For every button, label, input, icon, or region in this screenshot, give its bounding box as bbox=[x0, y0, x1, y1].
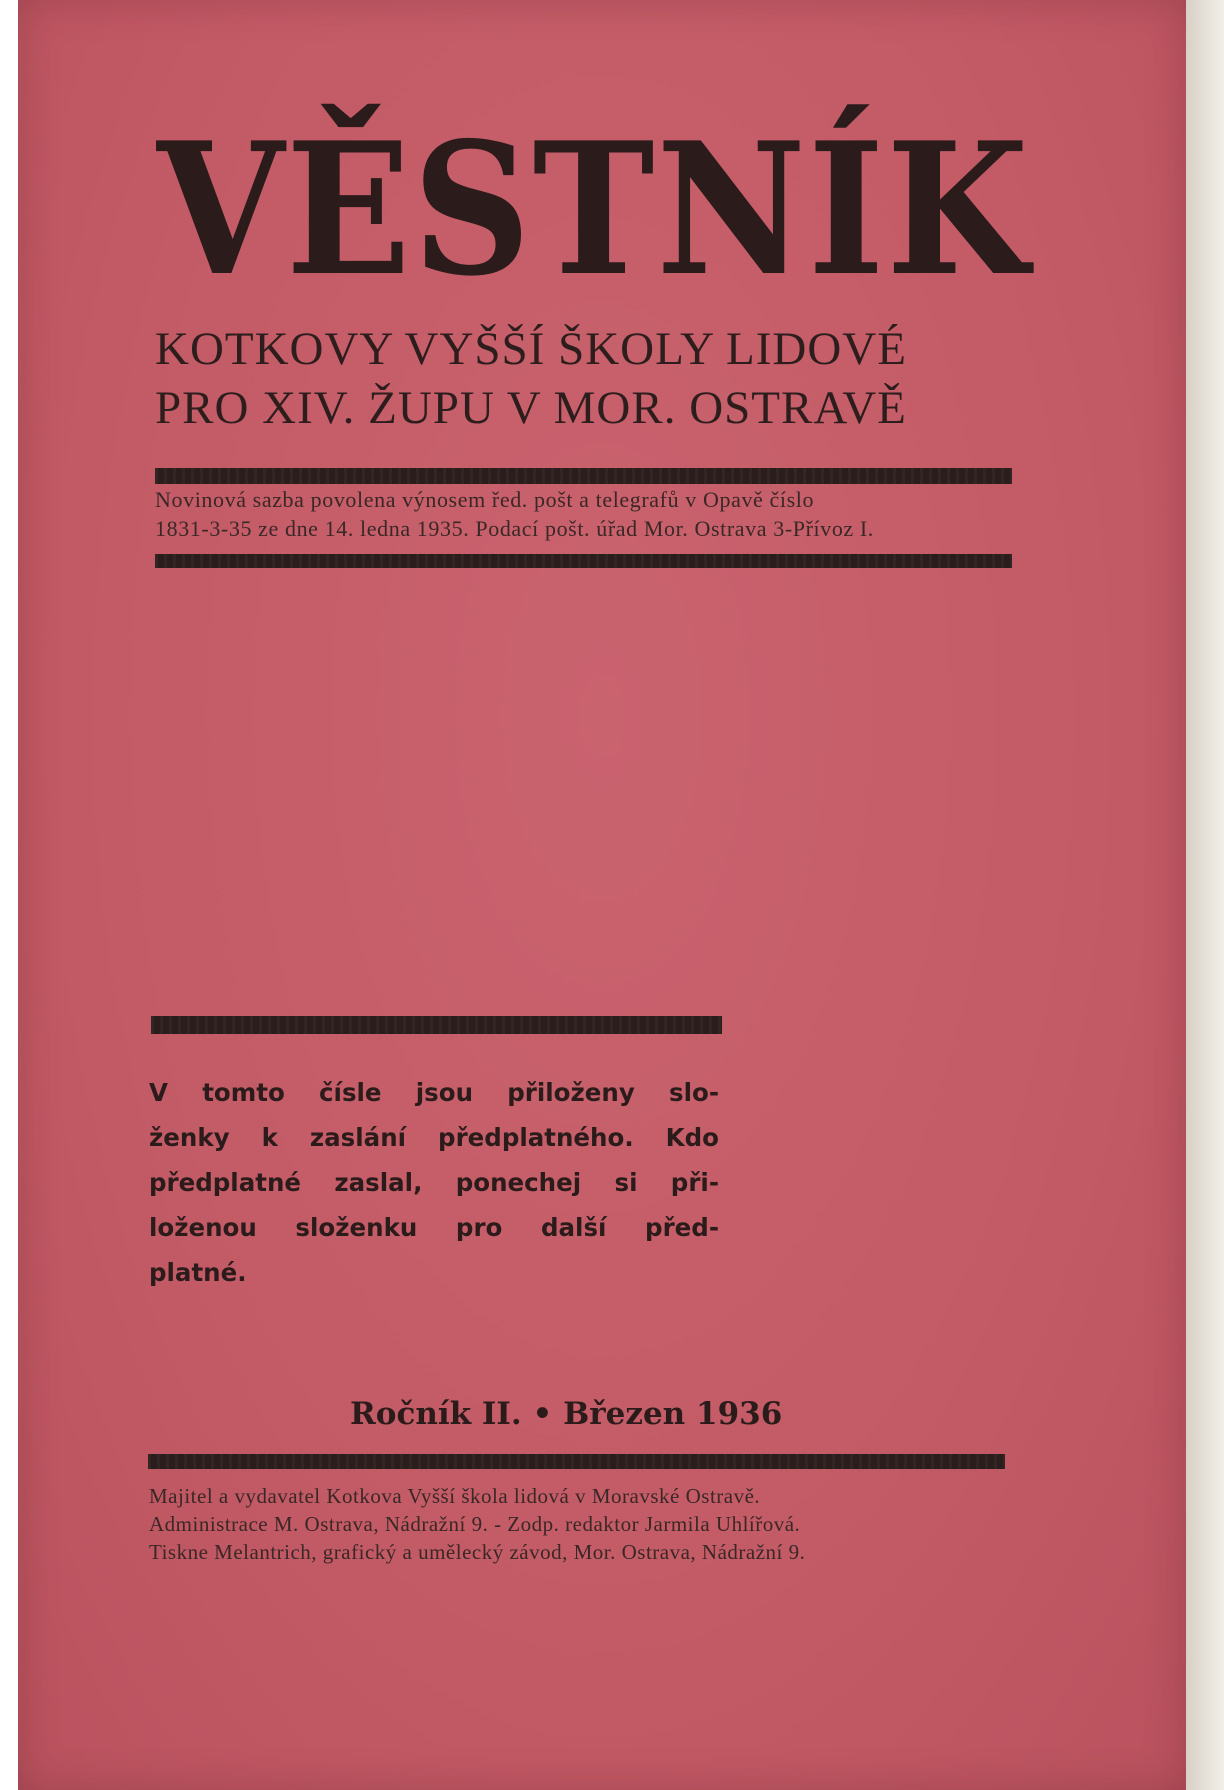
notice-line: V tomto čísle jsou přiloženy slo- bbox=[149, 1078, 719, 1107]
divider-rule-top bbox=[155, 468, 1012, 484]
issue-info: Ročník II. • Březen 1936 bbox=[350, 1396, 783, 1432]
masthead-subtitle-line2: PRO XIV. ŽUPU V MOR. OSTRAVĚ bbox=[155, 382, 907, 434]
imprint-line2: Administrace M. Ostrava, Nádražní 9. - Zodp. redaktor Jarmila Uhlířová. bbox=[149, 1512, 801, 1536]
notice-line: předplatné zaslal, ponechej si při- bbox=[149, 1168, 719, 1197]
notice-line: loženou složenku pro další před- bbox=[149, 1213, 719, 1242]
imprint-line1: Majitel a vydavatel Kotkova Vyšší škola lidová v Moravské Ostravě. bbox=[149, 1484, 761, 1508]
divider-rule-notice bbox=[151, 1016, 722, 1034]
postal-notice-line2: 1831-3-35 ze dne 14. ledna 1935. Podací pošt. úřad Mor. Ostrava 3-Přívoz I. bbox=[155, 516, 874, 541]
masthead-subtitle-line1: KOTKOVY VYŠŠÍ ŠKOLY LIDOVÉ bbox=[155, 323, 907, 375]
postal-notice bbox=[155, 485, 1015, 543]
masthead-title: VĚSTNÍK bbox=[157, 102, 1031, 316]
notice-line: platné. bbox=[149, 1258, 247, 1287]
notice-line: ženky k zaslání předplatného. Kdo bbox=[149, 1123, 719, 1152]
subscription-notice bbox=[149, 1070, 719, 1295]
imprint-line3: Tiskne Melantrich, grafický a umělecký závod, Mor. Ostrava, Nádražní 9. bbox=[149, 1540, 806, 1564]
divider-rule-middle bbox=[155, 554, 1012, 568]
divider-rule-bottom bbox=[148, 1454, 1005, 1469]
postal-notice-line1: Novinová sazba povolena výnosem řed. pošt a telegrafů v Opavě číslo bbox=[155, 487, 815, 512]
imprint bbox=[149, 1482, 1009, 1566]
page-edge bbox=[1186, 0, 1224, 1790]
